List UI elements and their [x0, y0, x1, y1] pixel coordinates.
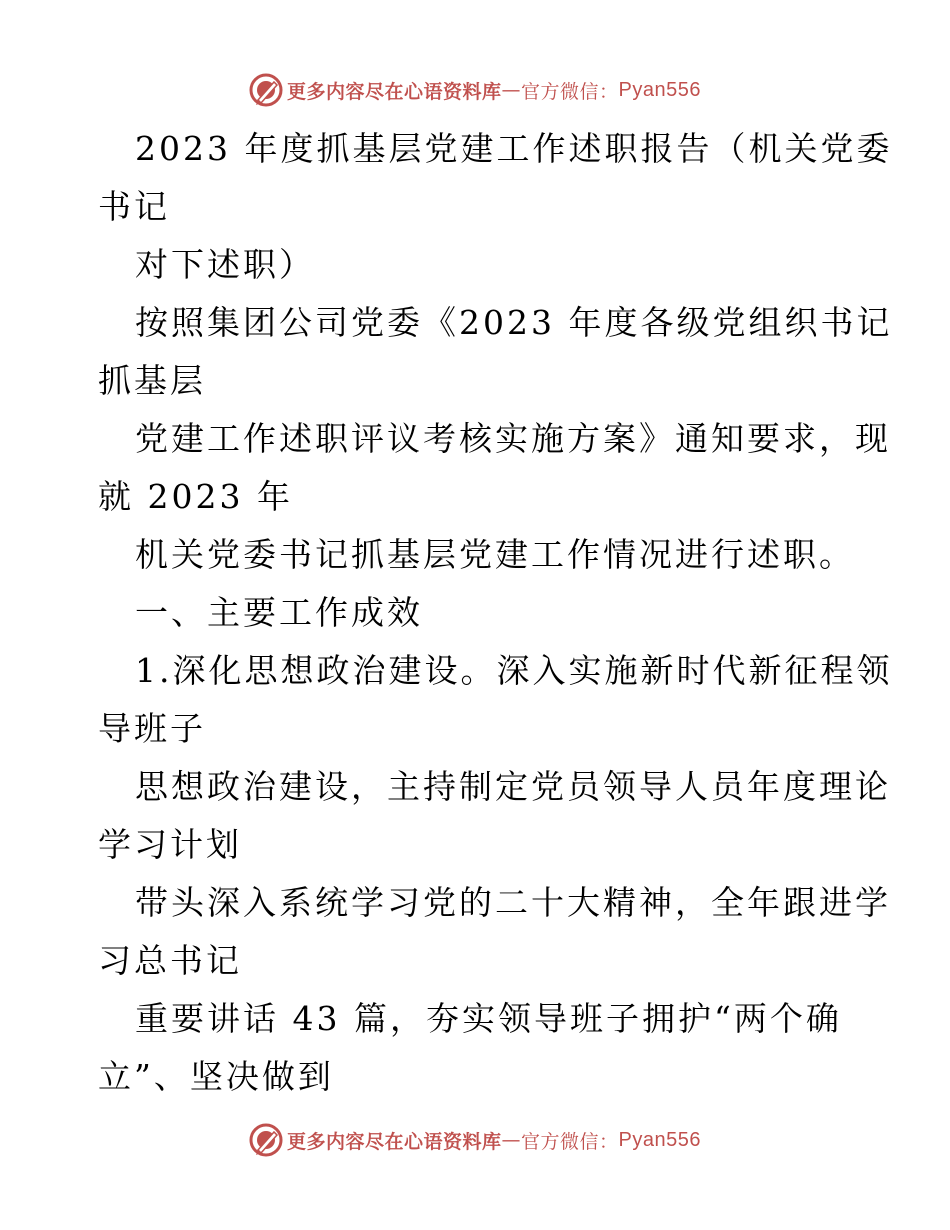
document-line: 重要讲话 43 篇，夯实领导班子拥护“两个确 [135, 999, 842, 1038]
watermark-brand: 更多内容尽在心语资料库 [287, 80, 502, 103]
watermark-dash: — [501, 79, 522, 101]
watermark-official-label: 官方微信： [521, 80, 619, 103]
pen-logo-icon [249, 1123, 283, 1157]
document-line: 带头深入系统学习党的二十大精神，全年跟进学 [135, 883, 891, 922]
watermark-official-label: 官方微信： [521, 1130, 619, 1153]
watermark-dash: — [501, 1129, 522, 1151]
document-line: 习总书记 [98, 941, 242, 980]
document-line: 书记 [98, 187, 170, 226]
document-line: 1.深化思想政治建设。深入实施新时代新征程领 [135, 651, 893, 690]
watermark-wechat-id: Pyan556 [618, 1128, 701, 1151]
footer-watermark [0, 1120, 950, 1160]
document-line: 党建工作述职评议考核实施方案》通知要求，现 [135, 419, 891, 458]
document-line: 对下述职） [135, 245, 315, 284]
document-body [98, 120, 893, 1106]
document-line: 就 2023 年 [98, 477, 293, 516]
document-line: 学习计划 [98, 825, 242, 864]
header-watermark [0, 70, 950, 110]
watermark-wechat-id: Pyan556 [618, 78, 701, 101]
document-line: 一、主要工作成效 [135, 593, 423, 632]
document-line: 立”、坚决做到 [98, 1057, 334, 1096]
document-line: 思想政治建设，主持制定党员领导人员年度理论 [135, 767, 891, 806]
document-line: 2023 年度抓基层党建工作述职报告（机关党委 [135, 129, 893, 168]
document-line: 机关党委书记抓基层党建工作情况进行述职。 [135, 535, 855, 574]
pen-logo-icon [249, 73, 283, 107]
document-line: 按照集团公司党委《2023 年度各级党组织书记 [135, 303, 893, 342]
document-line: 导班子 [98, 709, 206, 748]
watermark-brand: 更多内容尽在心语资料库 [287, 1130, 502, 1153]
document-line: 抓基层 [98, 361, 206, 400]
